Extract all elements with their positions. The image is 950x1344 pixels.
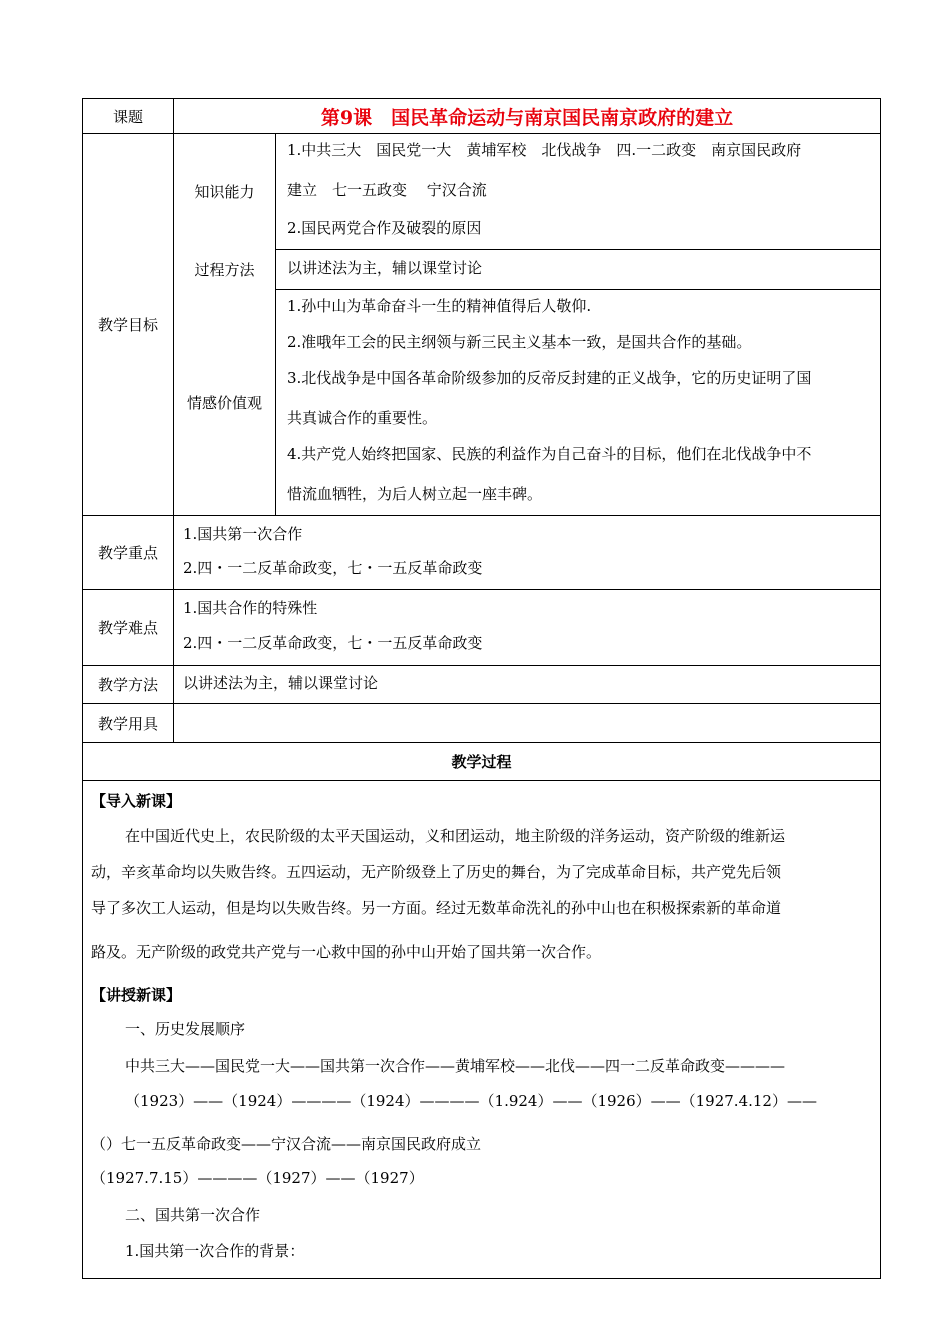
objectives-label: 教学目标 [97, 316, 158, 334]
page-title: 第9课 国民革命运动与南京国民南京政府的建立 [320, 106, 734, 129]
process-label: 过程方法 [194, 261, 255, 279]
knowledge-line: 建立 七一五政变 宁汉合流 [287, 181, 487, 199]
intro-line: 导了多次工人运动，但是均以失败告终。另一方面。经过无数革命洗礼的孙中山也在积极探索新的革命道 [91, 899, 782, 917]
emotion-line: 惜流血牺牲，为后人树立起一座丰碑。 [287, 485, 543, 503]
topic-label: 课题 [112, 107, 143, 126]
divider [275, 133, 276, 515]
new-lesson-heading: 【讲授新课】 [91, 986, 182, 1004]
emotion-line: 共真诚合作的重要性。 [287, 409, 438, 427]
lesson-plan-table [82, 98, 881, 1279]
divider [83, 665, 880, 666]
intro-line: 路及。无产阶级的政党共产党与一心救中国的孙中山开始了国共第一次合作。 [91, 943, 602, 961]
divider [83, 515, 880, 516]
difficulty-line: 2.四・一二反革命政变，七・一五反革命政变 [183, 634, 483, 652]
emotion-line: 4.共产党人始终把国家、民族的利益作为自己奋斗的目标，他们在北伐战争中不 [287, 445, 812, 463]
timeline-line: （）七一五反革命政变——宁汉合流——南京国民政府成立 [91, 1135, 482, 1153]
process-heading: 教学过程 [451, 753, 512, 771]
focus-line: 1.国共第一次合作 [183, 525, 303, 543]
timeline-line: 中共三大——国民党一大——国共第一次合作——黄埔军校——北伐——四一二反革命政变———— [125, 1057, 786, 1075]
method-label: 教学方法 [97, 676, 158, 694]
knowledge-line: 1.中共三大 国民党一大 黄埔军校 北伐战争 四.一二政变 南京国民政府 [287, 141, 802, 159]
divider [83, 589, 880, 590]
divider [83, 780, 880, 781]
emotion-label: 情感价值观 [186, 394, 262, 412]
timeline-line: （1927.7.15）————（1927）——（1927） [91, 1169, 424, 1187]
process-text: 以讲述法为主，辅以课堂讨论 [287, 259, 483, 277]
emotion-line: 1.孙中山为革命奋斗一生的精神值得后人敬仰. [287, 297, 592, 315]
subsection-heading: 1.国共第一次合作的背景： [125, 1242, 305, 1260]
section-heading: 一、历史发展顺序 [125, 1020, 246, 1038]
intro-line: 动，辛亥革命均以失败告终。五四运动，无产阶级登上了历史的舞台，为了完成革命目标，共产党先后领 [91, 863, 782, 881]
intro-heading: 【导入新课】 [91, 792, 182, 810]
intro-line: 在中国近代史上，农民阶级的太平天国运动，义和团运动，地主阶级的洋务运动，资产阶级的维新运 [125, 827, 786, 845]
knowledge-line: 2.国民两党合作及破裂的原因 [287, 219, 482, 237]
divider [275, 249, 880, 250]
knowledge-label: 知识能力 [194, 183, 255, 201]
focus-label: 教学重点 [97, 544, 158, 562]
timeline-line: （1923）——（1924）————（1924）————（1.924）——（1926）——（1927.4.12）—— [125, 1092, 817, 1110]
difficulty-line: 1.国共合作的特殊性 [183, 599, 318, 617]
divider [83, 703, 880, 704]
emotion-line: 2.准哦年工会的民主纲领与新三民主义基本一致，是国共合作的基础。 [287, 333, 752, 351]
section-heading: 二、国共第一次合作 [125, 1206, 261, 1224]
focus-line: 2.四・一二反革命政变，七・一五反革命政变 [183, 559, 483, 577]
divider [275, 289, 880, 290]
emotion-line: 3.北伐战争是中国各革命阶级参加的反帝反封建的正义战争，它的历史证明了国 [287, 369, 812, 387]
method-text: 以讲述法为主，辅以课堂讨论 [183, 674, 379, 692]
tools-label: 教学用具 [97, 714, 158, 733]
difficulty-label: 教学难点 [97, 619, 158, 637]
